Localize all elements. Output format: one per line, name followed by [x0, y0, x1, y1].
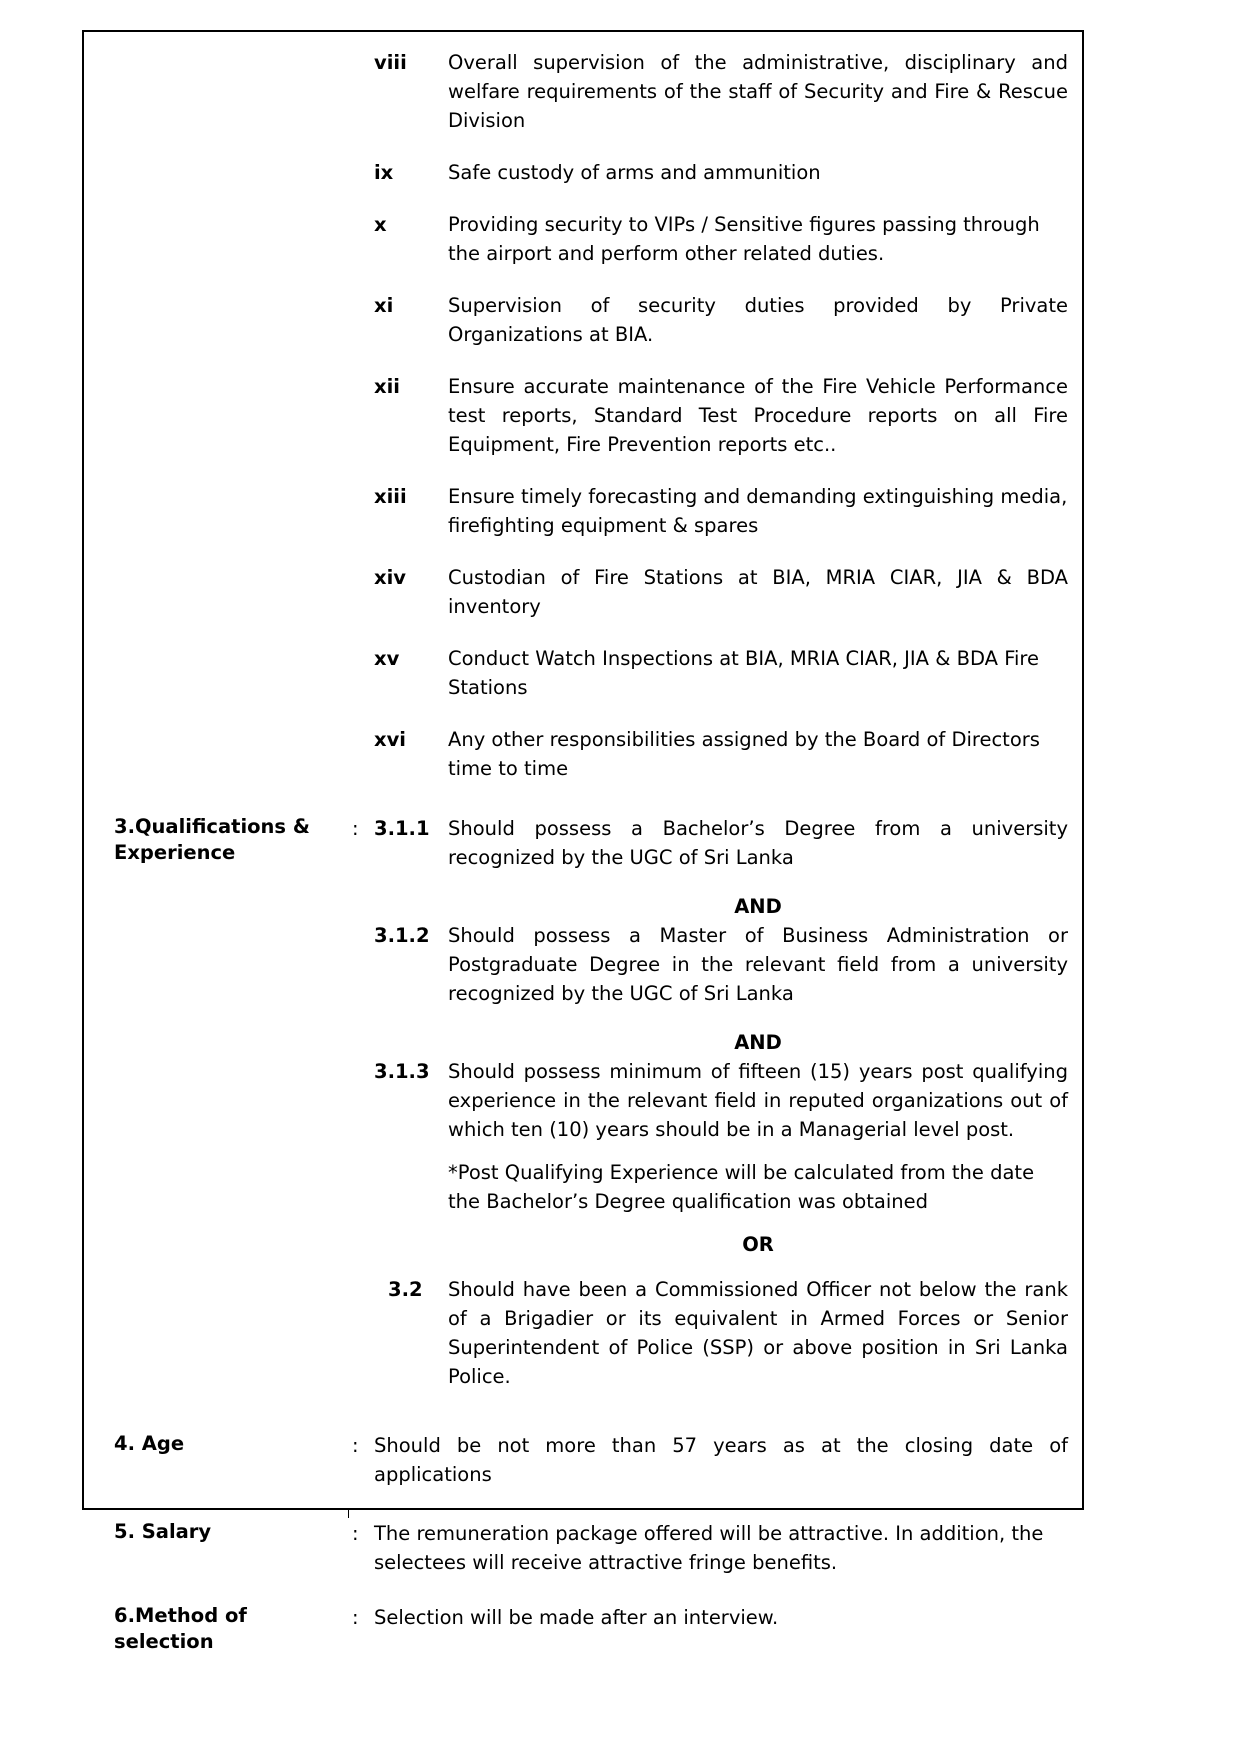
section-qualifications-label	[100, 814, 352, 866]
duty-text: Ensure timely forecasting and demanding extinguishing media, firefighting equipment & spares	[448, 485, 1068, 537]
section-qualifications-colon: :	[352, 817, 359, 840]
section-salary-text: The remuneration package offered will be attractive. In addition, the selectees will receive attractive fringe benefits.	[374, 1522, 1044, 1574]
duty-item-xiii	[100, 482, 1068, 540]
duty-number: xiv	[374, 566, 406, 589]
section-age-colon: :	[352, 1434, 359, 1457]
section-age-label: 4. Age	[114, 1432, 185, 1455]
duty-item-xiv	[100, 563, 1068, 621]
duty-item-xi	[100, 291, 1068, 349]
duty-text: Providing security to VIPs / Sensitive figures passing through the airport and perform other related duties.	[448, 213, 1040, 265]
conjunction-and-1-wrap	[100, 892, 1068, 921]
section-age-text: Should be not more than 57 years as at the closing date of applications	[374, 1434, 1068, 1486]
duty-text: Custodian of Fire Stations at BIA, MRIA CIAR, JIA & BDA inventory	[448, 566, 1068, 618]
duty-number: ix	[374, 161, 394, 184]
section-method-of-selection	[100, 1603, 1068, 1655]
qualification-item-312	[100, 921, 1068, 1008]
conjunction-and-2-wrap	[100, 1028, 1068, 1057]
qualification-number-32: 3.2	[388, 1278, 423, 1301]
qualification-number-312: 3.1.2	[374, 924, 430, 947]
section-qualifications-label-line1: 3.Qualifications &	[114, 815, 310, 838]
qualification-item-32	[100, 1275, 1068, 1391]
page-bottom-tick-mark	[348, 1508, 349, 1518]
conjunction-or: OR	[742, 1233, 774, 1256]
duty-text: Conduct Watch Inspections at BIA, MRIA CIAR, JIA & BDA Fire Stations	[448, 647, 1039, 699]
conjunction-and-2: AND	[734, 1031, 782, 1054]
conjunction-or-wrap	[100, 1230, 1068, 1259]
qualification-text-311: Should possess a Bachelor’s Degree from a university recognized by the UGC of Sri Lanka	[448, 817, 1068, 869]
qualification-item-313	[100, 1057, 1068, 1144]
section-salary-colon: :	[352, 1522, 359, 1545]
duty-item-xv	[100, 644, 1068, 702]
qualification-note-row	[100, 1158, 1068, 1216]
duty-item-ix	[100, 158, 1068, 187]
duties-list	[100, 48, 1068, 783]
section-qualifications-label-line2: Experience	[114, 841, 236, 864]
section-salary	[100, 1519, 1068, 1577]
section-qualifications	[100, 814, 1068, 872]
section-method-text: Selection will be made after an interview.	[374, 1606, 779, 1629]
duty-number: viii	[374, 51, 407, 74]
qualification-number-311: 3.1.1	[374, 817, 430, 840]
section-age	[100, 1431, 1068, 1489]
duty-text: Any other responsibilities assigned by the Board of Directors time to time	[448, 728, 1040, 780]
duty-item-xii	[100, 372, 1068, 459]
section-method-colon: :	[352, 1606, 359, 1629]
qualification-text-32: Should have been a Commissioned Officer not below the rank of a Brigadier or its equivalent in Armed Forces or Senior Superintendent of Police (SSP) or above position in Sri Lanka Police.	[448, 1278, 1068, 1388]
document-content	[100, 48, 1068, 1655]
duty-item-x	[100, 210, 1068, 268]
duty-number: xii	[374, 375, 400, 398]
duty-item-viii	[100, 48, 1068, 135]
post-qualifying-experience-note: *Post Qualifying Experience will be calculated from the date the Bachelor’s Degree qualification was obtained	[448, 1161, 1035, 1213]
qualification-text-313: Should possess minimum of fifteen (15) years post qualifying experience in the relevant field in reputed organizations out of which ten (10) years should be in a Managerial level post.	[448, 1060, 1068, 1141]
section-method-label: 6.Method of selection	[114, 1604, 247, 1653]
duty-number: xi	[374, 294, 394, 317]
conjunction-and-1: AND	[734, 895, 782, 918]
qualification-number-313: 3.1.3	[374, 1060, 430, 1083]
duty-item-xvi	[100, 725, 1068, 783]
duty-number: xv	[374, 647, 400, 670]
duty-number: xiii	[374, 485, 407, 508]
duty-text: Ensure accurate maintenance of the Fire Vehicle Performance test reports, Standard Test Procedure reports on all Fire Equipment, Fire Prevention reports etc..	[448, 375, 1068, 456]
duty-text: Overall supervision of the administrative, disciplinary and welfare requirements of the staff of Security and Fire & Rescue Division	[448, 51, 1068, 132]
section-salary-label: 5. Salary	[114, 1520, 212, 1543]
duty-text: Safe custody of arms and ammunition	[448, 161, 821, 184]
duty-number: x	[374, 213, 387, 236]
duty-number: xvi	[374, 728, 406, 751]
qualification-text-312: Should possess a Master of Business Administration or Postgraduate Degree in the relevant field from a university recognized by the UGC of Sri Lanka	[448, 924, 1068, 1005]
duty-text: Supervision of security duties provided by Private Organizations at BIA.	[448, 294, 1068, 346]
